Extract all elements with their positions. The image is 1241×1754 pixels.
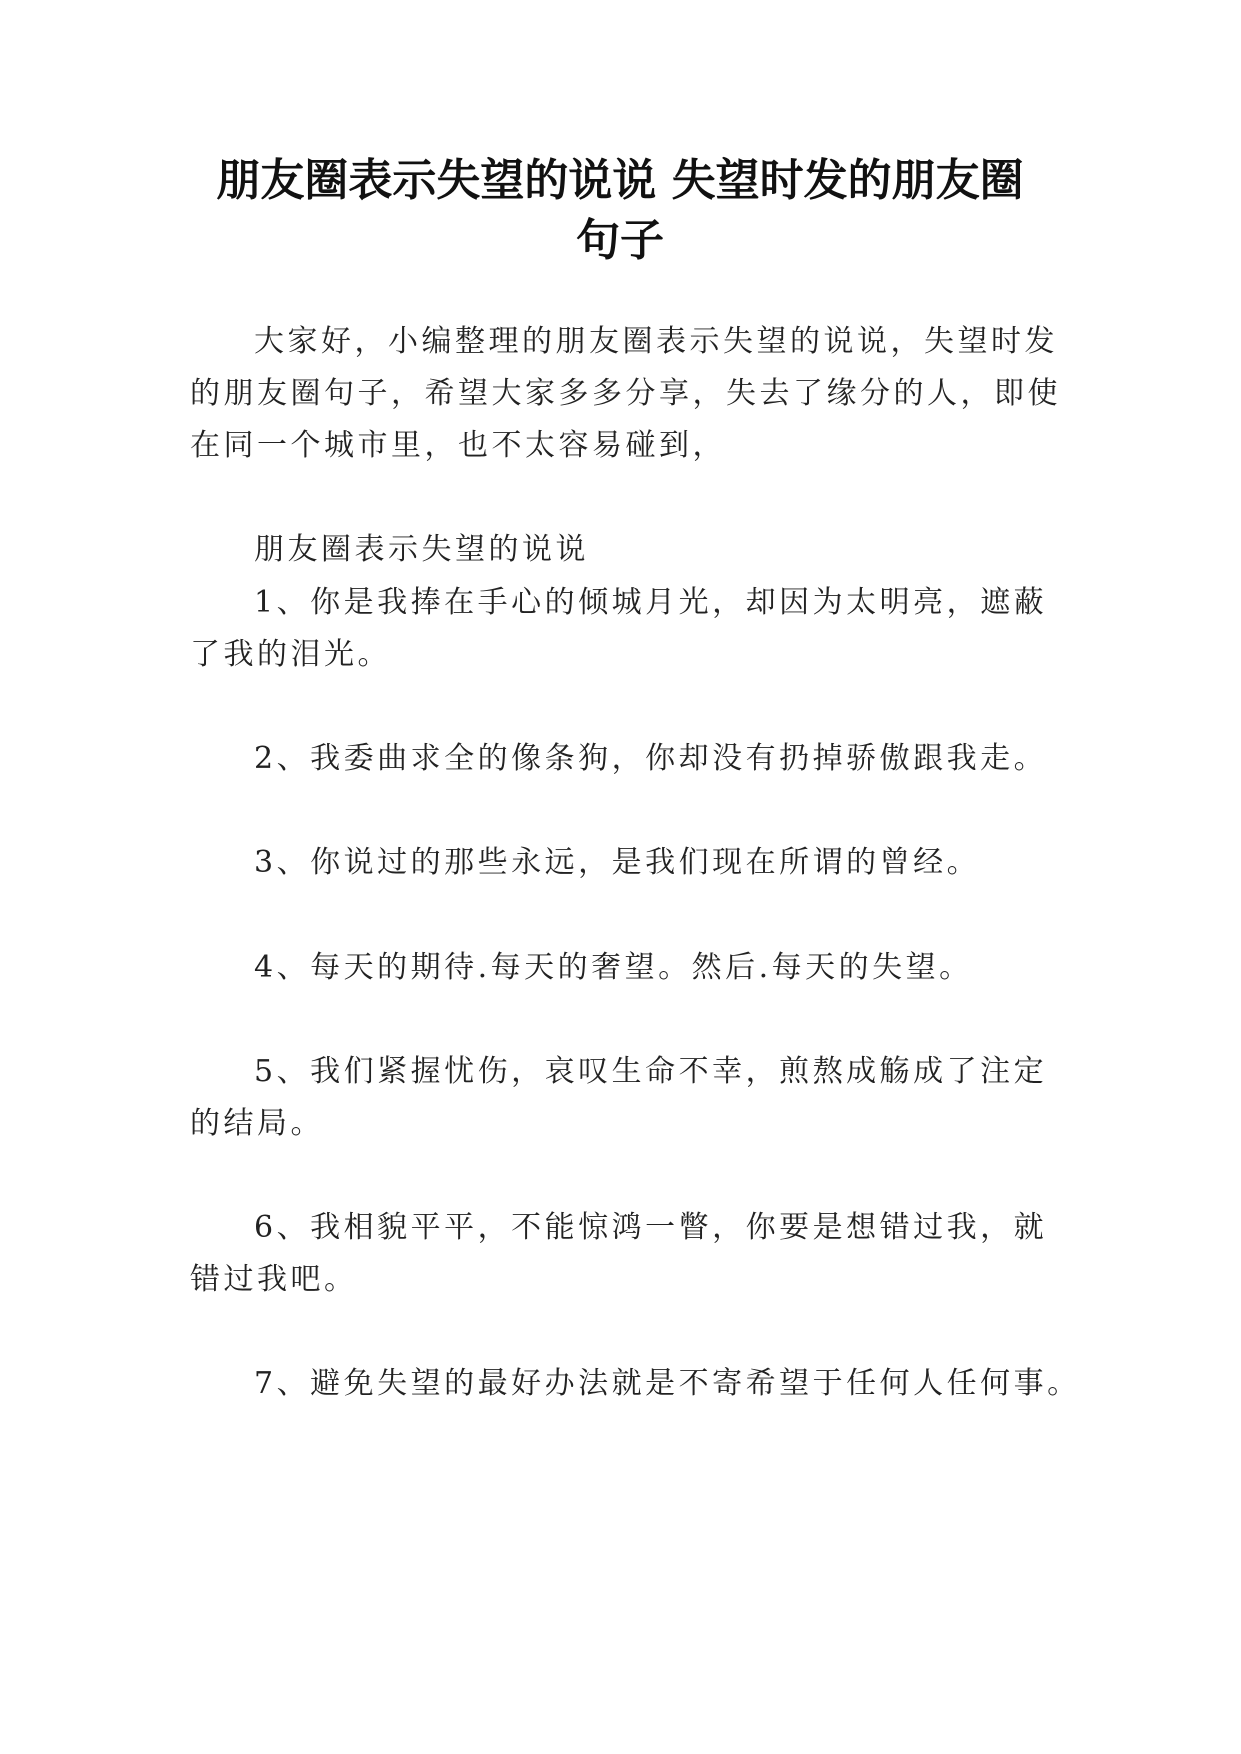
intro-line-3: 在同一个城市里，也不太容易碰到，	[190, 428, 726, 463]
list-item-3: 3、你说过的那些永远，是我们现在所谓的曾经。	[254, 845, 981, 880]
list-item-4: 4、每天的期待.每天的奢望。然后.每天的失望。	[254, 950, 973, 985]
list-item-1-line-2: 了我的泪光。	[190, 637, 391, 672]
intro-line-2: 的朋友圈句子，希望大家多多分享，失去了缘分的人，即使	[190, 376, 1061, 411]
page-title-line-2: 句子	[576, 215, 664, 266]
list-item-7: 7、避免失望的最好办法就是不寄希望于任何人任何事。	[254, 1366, 1081, 1401]
list-item-5-line-2: 的结局。	[190, 1106, 324, 1141]
section-heading: 朋友圈表示失望的说说	[254, 532, 589, 567]
list-item-2: 2、我委曲求全的像条狗，你却没有扔掉骄傲跟我走。	[254, 741, 1048, 776]
intro-line-1: 大家好，小编整理的朋友圈表示失望的说说，失望时发	[254, 324, 1058, 359]
list-item-1-line-1: 1、你是我捧在手心的倾城月光，却因为太明亮，遮蔽	[254, 585, 1048, 620]
list-item-5-line-1: 5、我们紧握忧伤，哀叹生命不幸，煎熬成觞成了注定	[254, 1054, 1048, 1089]
list-item-6-line-2: 错过我吧。	[190, 1262, 358, 1297]
list-item-6-line-1: 6、我相貌平平，不能惊鸿一瞥，你要是想错过我，就	[254, 1210, 1048, 1245]
page-title-line-1: 朋友圈表示失望的说说 失望时发的朋友圈	[216, 155, 1024, 206]
